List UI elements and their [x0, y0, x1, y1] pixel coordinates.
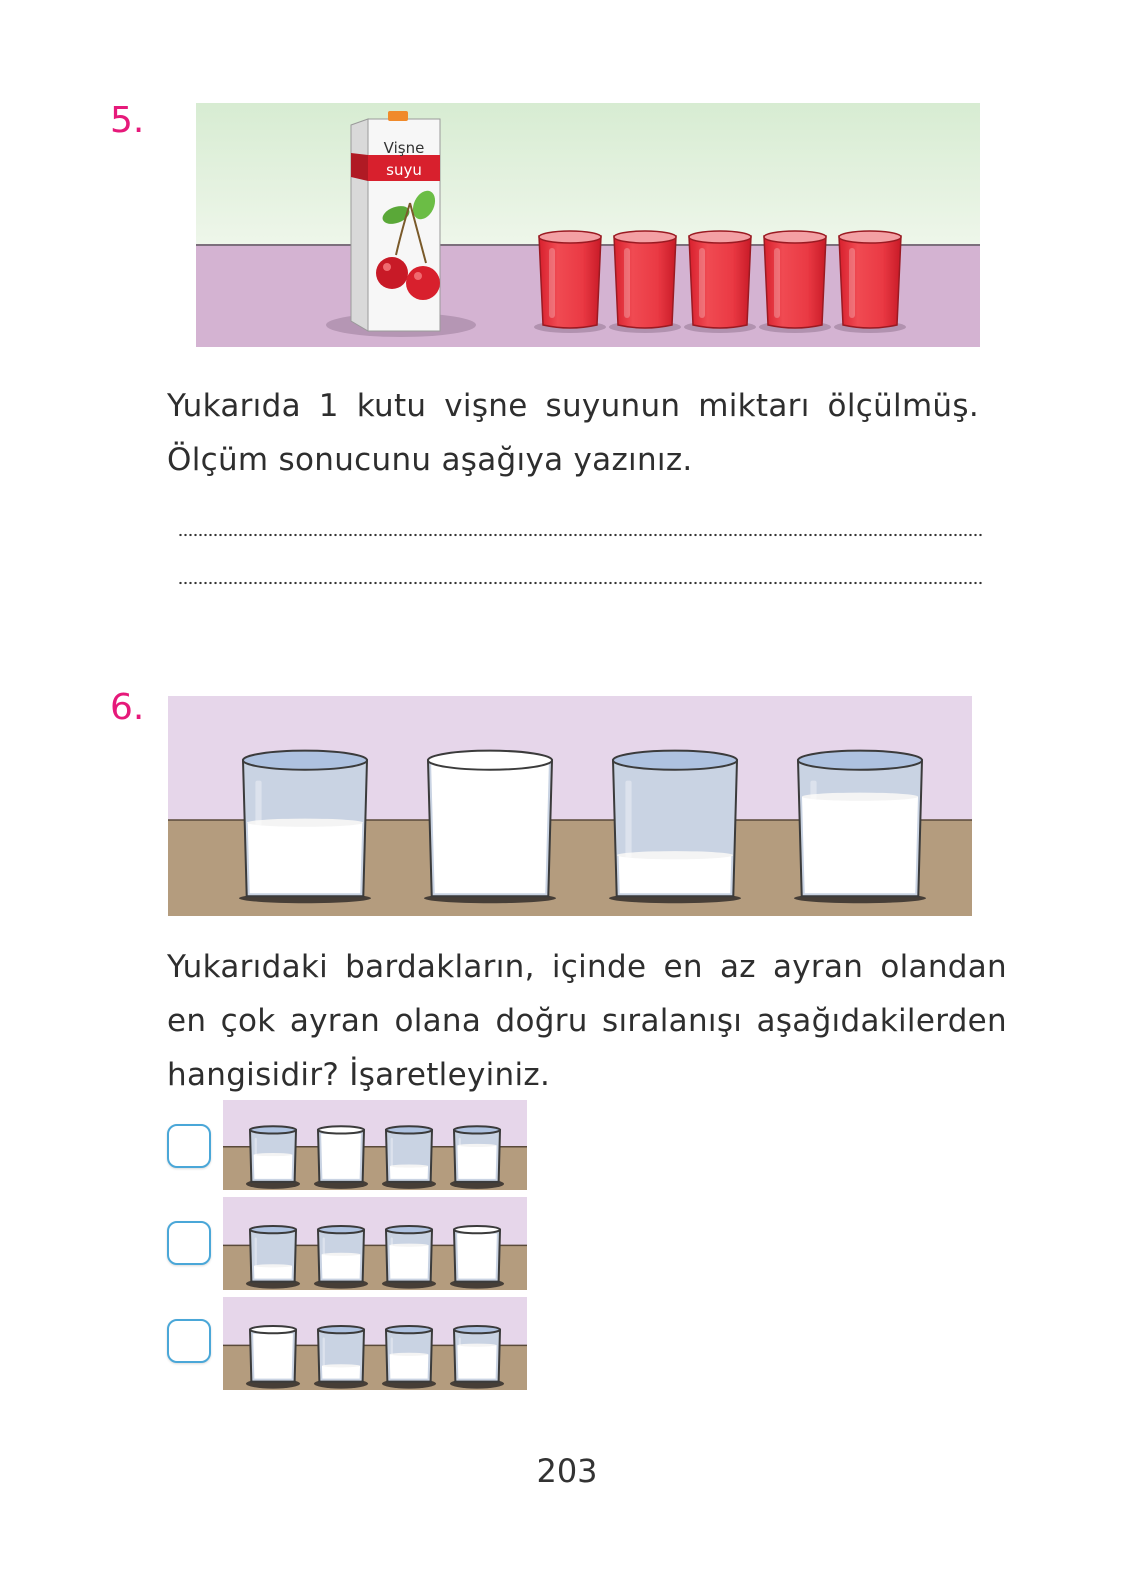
option-1-glass-1	[246, 1126, 300, 1189]
ayran-glass-2	[424, 751, 556, 904]
juice-cup	[534, 231, 606, 333]
question-5-number: 5.	[110, 100, 145, 141]
carton-label-visne: Vişne	[383, 139, 425, 157]
ayran-glass-1	[239, 751, 371, 904]
juice-cup	[759, 231, 831, 333]
option-2-glasses	[223, 1197, 527, 1290]
option-1-glass-3	[382, 1126, 436, 1189]
page-number: 203	[536, 1452, 598, 1490]
juice-cup	[834, 231, 906, 333]
juice-cup	[609, 231, 681, 333]
cherry-juice-scene	[196, 103, 980, 347]
cherry-juice-illustration	[196, 103, 980, 347]
option-1-glass-4	[450, 1126, 504, 1189]
option-2-glass-3	[382, 1226, 436, 1289]
option-2-checkbox[interactable]	[167, 1221, 211, 1265]
option-3-glass-4	[450, 1326, 504, 1389]
ayran-glasses-scene	[168, 696, 972, 916]
option-1-image	[223, 1100, 527, 1190]
option-1-glasses	[223, 1100, 527, 1190]
option-1-glass-2	[314, 1126, 368, 1189]
juice-cup	[684, 231, 756, 333]
option-3-glass-2	[314, 1326, 368, 1389]
option-2-image	[223, 1197, 527, 1290]
answer-line-2[interactable]	[178, 581, 982, 585]
option-2-glass-2	[314, 1226, 368, 1289]
option-2-glass-4	[450, 1226, 504, 1289]
question-6-number: 6.	[110, 687, 145, 728]
option-2-glass-1	[246, 1226, 300, 1289]
question-6-text: Yukarıdaki bardakların, içinde en az ayran olandan en çok ayran olana doğru sıralanışı aşağıdakilerden hangisidir? İşaretleyiniz.	[167, 949, 1007, 1093]
ayran-glasses-illustration	[168, 696, 972, 916]
juice-cups	[534, 231, 906, 333]
question-5-text: Yukarıda 1 kutu vişne suyunun miktarı ölçülmüş. Ölçüm sonucunu aşağıya yazınız.	[167, 388, 979, 478]
ayran-glass-3	[609, 751, 741, 904]
answer-line-1[interactable]	[178, 533, 982, 537]
option-1-checkbox[interactable]	[167, 1124, 211, 1168]
carton-label-suyu: suyu	[386, 161, 422, 179]
option-3-checkbox[interactable]	[167, 1319, 211, 1363]
option-3-glasses	[223, 1297, 527, 1390]
option-3-glass-3	[382, 1326, 436, 1389]
option-3-image	[223, 1297, 527, 1390]
option-3-glass-1	[246, 1326, 300, 1389]
ayran-glass-4	[794, 751, 926, 904]
